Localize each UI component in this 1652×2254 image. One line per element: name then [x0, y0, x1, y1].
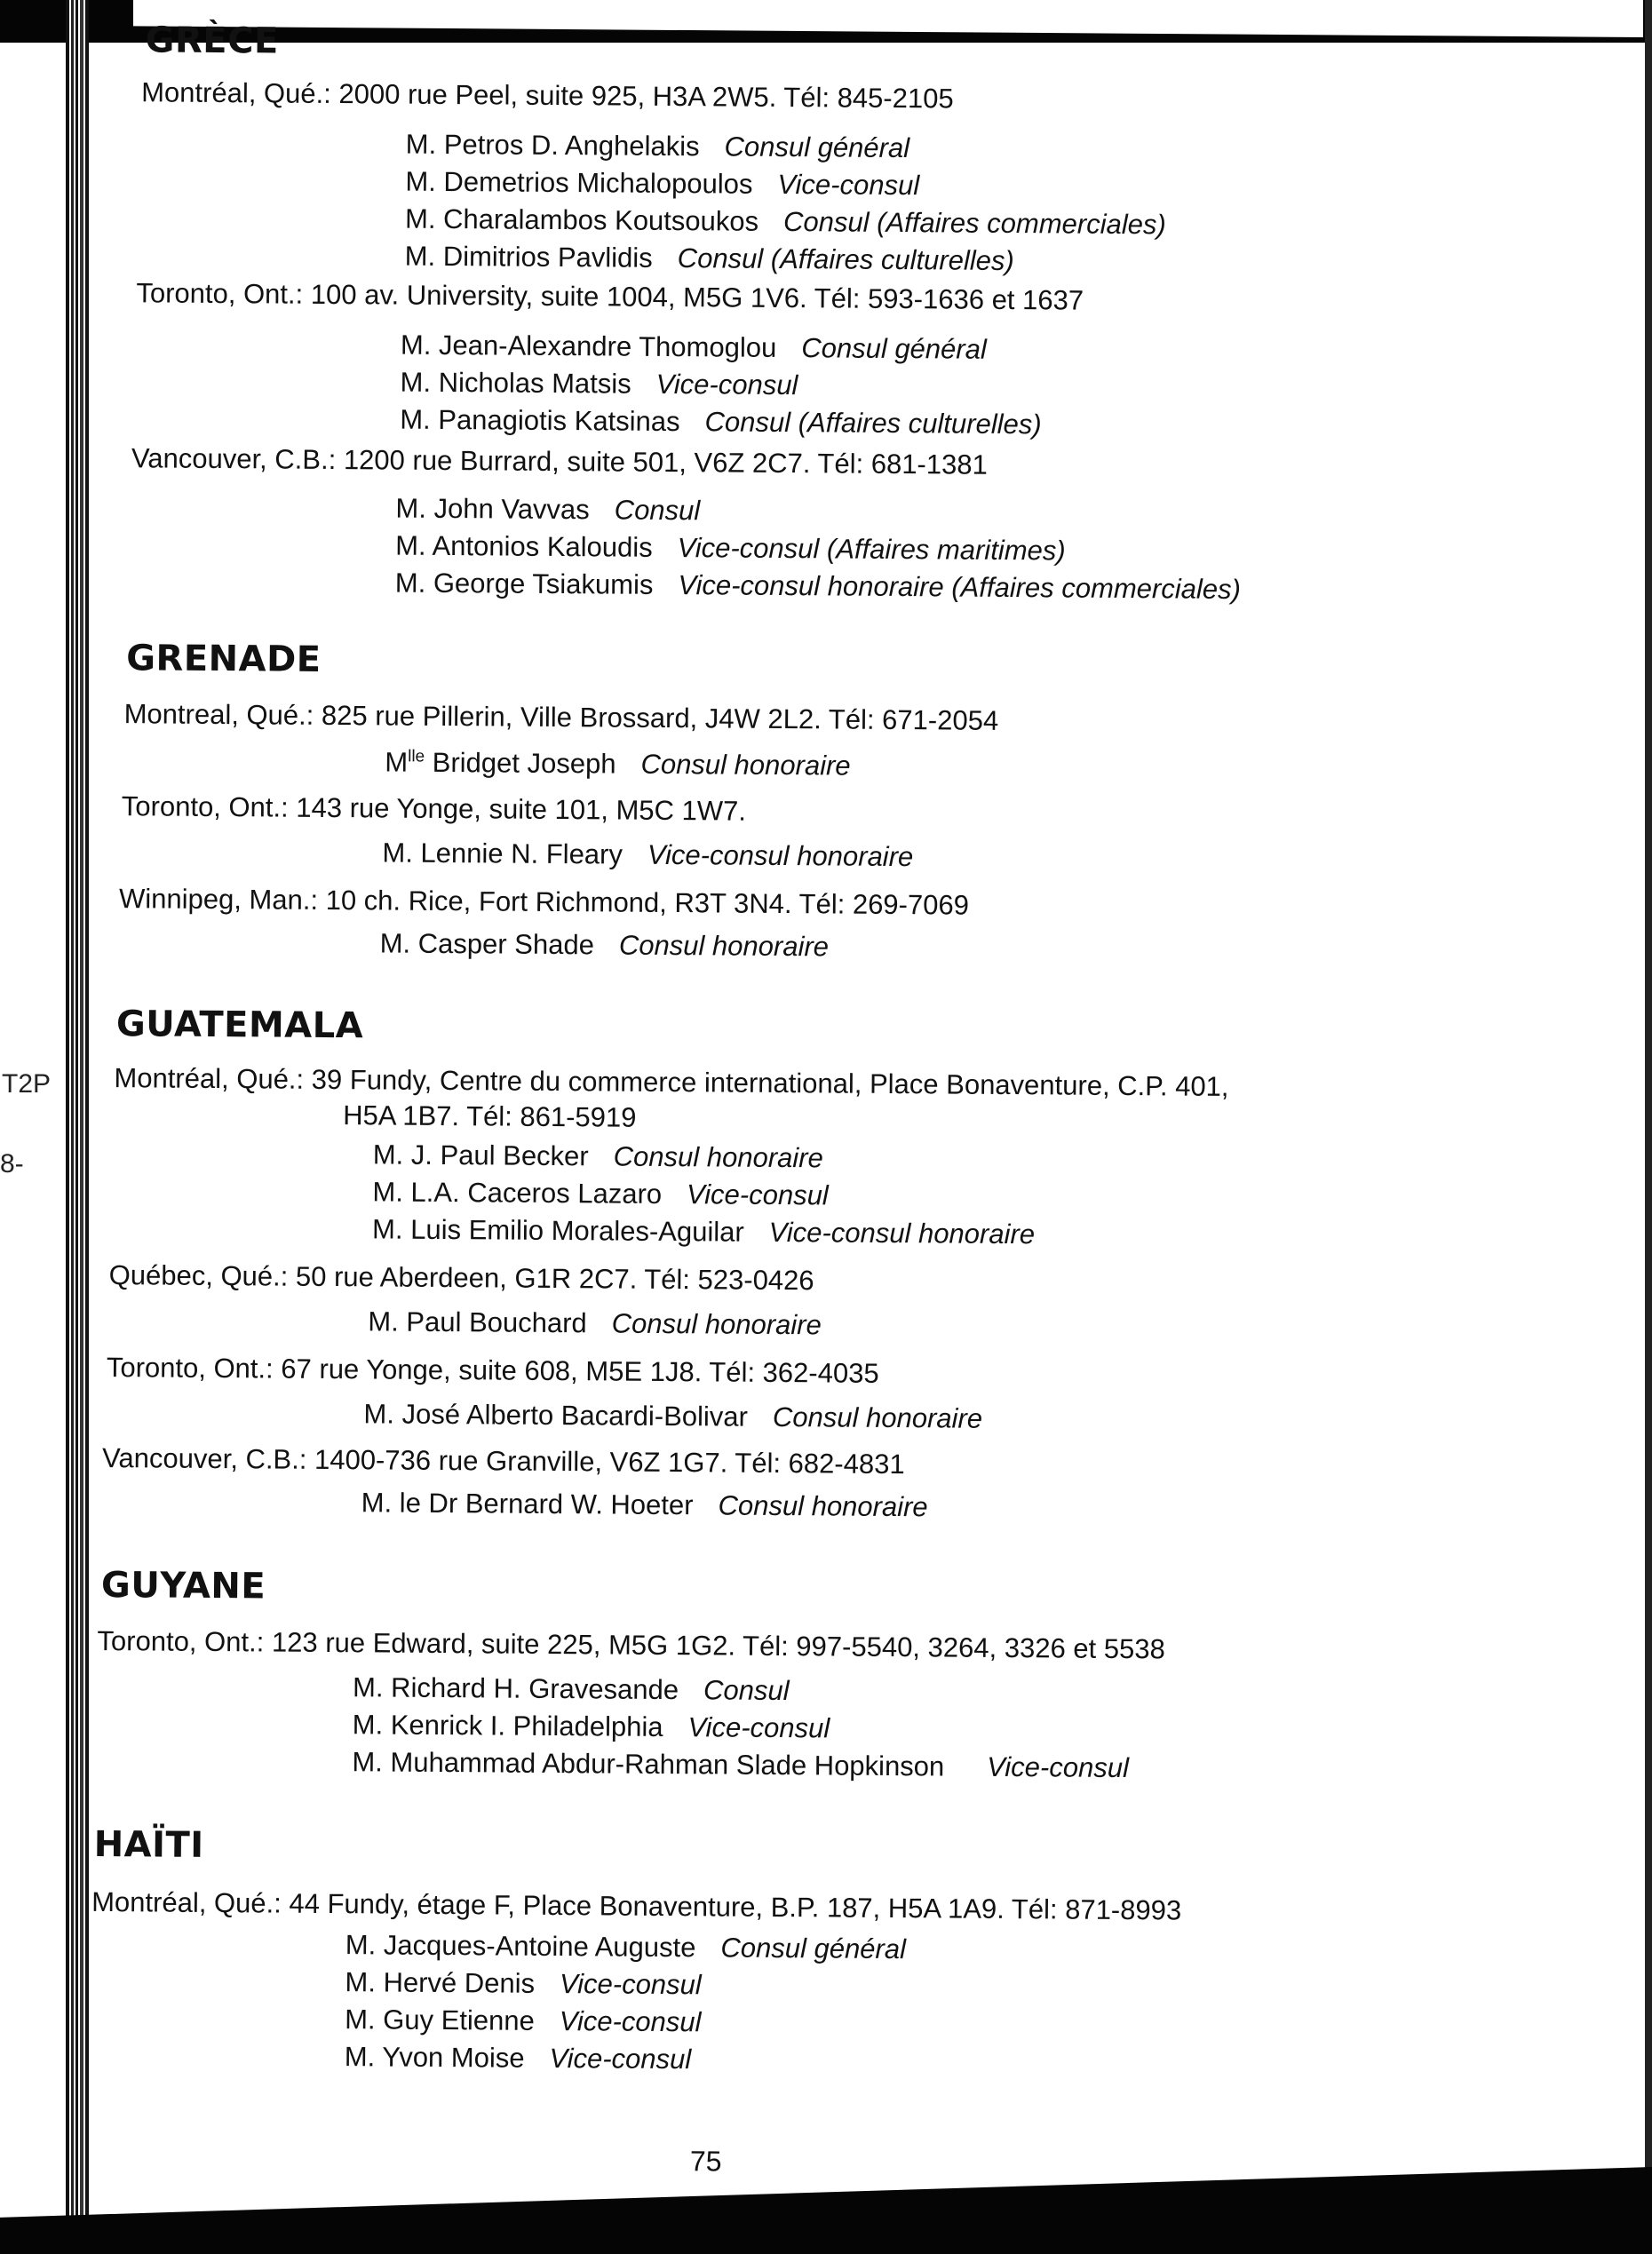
- person-title: Vice-consul honoraire: [647, 838, 914, 873]
- person-name: M. José Alberto Bacardi-Bolivar: [363, 1398, 749, 1433]
- person-name: M. Nicholas Matsis: [400, 366, 631, 400]
- person-entry: [395, 530, 1066, 567]
- person-name: M. Dimitrios Pavlidis: [404, 240, 653, 274]
- person-name: M. Guy Etienne: [345, 2004, 535, 2036]
- person-entry: [405, 166, 919, 202]
- office-address: [107, 1352, 879, 1390]
- person-name: M. Casper Shade: [379, 927, 595, 961]
- office-city: Montréal, Qué.:: [114, 1062, 305, 1095]
- person-entry: [382, 837, 913, 873]
- person-title: Consul honoraire: [718, 1489, 928, 1523]
- office-city: Vancouver, C.B.:: [101, 1442, 307, 1475]
- person-name: M. Yvon Moise: [344, 2041, 525, 2074]
- scan-bottom-border: [0, 2167, 1652, 2254]
- person-title: Vice-consul: [655, 368, 798, 401]
- person-name: M. Petros D. Anghelakis: [405, 128, 700, 163]
- person-entry: [405, 203, 1166, 242]
- office-city: Toronto, Ont.:: [136, 277, 304, 310]
- person-name: M. Jean-Alexandre Thomoglou: [400, 329, 777, 363]
- person-entry: [345, 1966, 702, 2001]
- person-name: M. le Dr Bernard W. Hoeter: [361, 1487, 694, 1521]
- person-name: M. Richard H. Gravesande: [352, 1671, 679, 1706]
- office-city: Toronto, Ont.:: [121, 790, 289, 823]
- office-city: Montréal, Qué.:: [141, 76, 331, 109]
- person-name: M. Muhammad Abdur-Rahman Slade Hopkinson: [352, 1746, 945, 1782]
- margin-fragment: T2P: [2, 1069, 52, 1099]
- office-details: 67 rue Yonge, suite 608, M5E 1J8. Tél: 362-4035: [281, 1353, 879, 1389]
- person-title: Consul honoraire: [618, 929, 830, 963]
- person-name: M. George Tsiakumis: [394, 567, 654, 600]
- office-address: [119, 883, 969, 922]
- country-heading: GRÈCE: [145, 20, 279, 62]
- person-title: Vice-consul honoraire: [768, 1216, 1036, 1250]
- office-city: Toronto, Ont.:: [97, 1624, 265, 1658]
- directory-page: [90, 0, 1616, 2179]
- office-details: 123 rue Edward, suite 225, M5G 1G2. Tél: 997-5540, 3264, 3326 et 5538: [271, 1626, 1165, 1665]
- office-details: 1400-736 rue Granville, V6Z 1G7. Tél: 682-4831: [314, 1443, 905, 1480]
- office-address: [124, 698, 999, 737]
- person-title: Vice-consul: [777, 168, 920, 202]
- office-address-continued: H5A 1B7. Tél: 861-5919: [343, 1099, 637, 1133]
- office-address: [141, 76, 954, 115]
- person-name: M. Jacques-Antoine Auguste: [345, 1929, 696, 1964]
- office-address: [102, 1442, 905, 1480]
- page-number: 75: [689, 2145, 722, 2178]
- office-details: 100 av. University, suite 1004, M5G 1V6. Tél: 593-1636 et 1637: [310, 278, 1084, 316]
- person-title: Vice-consul: [687, 1711, 830, 1744]
- person-entry: [353, 1709, 830, 1744]
- person-title: Consul honoraire: [611, 1307, 822, 1341]
- person-entry: [405, 241, 1014, 277]
- person-title: Vice-consul: [686, 1179, 829, 1211]
- office-address: [131, 442, 988, 481]
- person-title: Vice-consul: [987, 1750, 1130, 1784]
- person-name: M. Demetrios Michalopoulos: [405, 165, 753, 200]
- person-entry: [400, 404, 1042, 441]
- country-heading: GRENADE: [125, 638, 322, 680]
- person-entry: [372, 1176, 829, 1211]
- person-title: Consul (Affaires commerciales): [782, 205, 1166, 241]
- person-title: Vice-consul (Affaires maritimes): [677, 532, 1066, 567]
- office-address: [136, 277, 1084, 316]
- book-spine: [66, 0, 89, 2254]
- person-title: Consul (Affaires culturelles): [704, 406, 1042, 440]
- country-heading: GUATEMALA: [115, 1004, 364, 1047]
- office-address: [109, 1259, 814, 1297]
- person-name: M. J. Paul Becker: [372, 1139, 589, 1172]
- person-title: Consul général: [724, 131, 910, 164]
- office-address: [91, 1886, 1181, 1927]
- office-details: 10 ch. Rice, Fort Richmond, R3T 3N4. Tél: 269-7069: [325, 884, 970, 921]
- office-city: Toronto, Ont.:: [106, 1352, 274, 1385]
- office-details: 1200 rue Burrard, suite 501, V6Z 2C7. Tél: 681-1381: [343, 444, 988, 480]
- person-title: Consul: [614, 494, 701, 527]
- person-name: M. Luis Emilio Morales-Aguilar: [372, 1213, 744, 1248]
- margin-fragment: 8-: [0, 1149, 24, 1179]
- office-city: Vancouver, C.B.:: [131, 442, 337, 476]
- office-details: 44 Fundy, étage F, Place Bonaventure, B.P. 187, H5A 1A9. Tél: 871-8993: [289, 1887, 1182, 1926]
- office-details: 39 Fundy, Centre du commerce international, Place Bonaventure, C.P. 401,: [311, 1063, 1229, 1102]
- office-details: 825 rue Pillerin, Ville Brossard, J4W 2L2. Tél: 671-2054: [321, 699, 999, 736]
- person-entry: [400, 367, 798, 402]
- office-city: Québec, Qué.:: [108, 1259, 289, 1292]
- person-entry: [368, 1306, 822, 1341]
- person-name: M. Charalambos Koutsoukos: [404, 202, 759, 237]
- person-name: M. John Vavvas: [395, 492, 590, 526]
- person-entry: [345, 2041, 692, 2075]
- office-address: [114, 1062, 1228, 1103]
- person-title: Consul honoraire: [640, 748, 851, 782]
- office-city: Winnipeg, Man.:: [118, 883, 319, 916]
- person-name: M. Panagiotis Katsinas: [400, 403, 680, 438]
- person-name: M. Hervé Denis: [345, 1966, 536, 1999]
- person-entry: [395, 493, 700, 528]
- person-entry: [395, 567, 1241, 606]
- person-entry: [345, 1929, 906, 1965]
- person-title: Consul honoraire: [613, 1140, 823, 1174]
- person-entry: [363, 1398, 982, 1434]
- office-city: Montreal, Qué.:: [123, 698, 314, 731]
- person-title: Vice-consul: [559, 1968, 702, 2001]
- scan-right-edge: [1645, 0, 1652, 2254]
- person-entry: [401, 329, 987, 366]
- person-entry: [345, 2004, 702, 2038]
- person-title: Consul général: [720, 1932, 907, 1965]
- country-heading: GUYANE: [100, 1565, 266, 1607]
- person-title: Consul (Affaires culturelles): [677, 242, 1014, 277]
- person-entry: [380, 927, 830, 963]
- person-entry: [373, 1139, 823, 1174]
- person-title: Vice-consul honoraire (Affaires commerciales): [678, 569, 1242, 606]
- office-details: 2000 rue Peel, suite 925, H3A 2W5. Tél: 845-2105: [338, 78, 954, 115]
- office-details: 50 rue Aberdeen, G1R 2C7. Tél: 523-0426: [295, 1260, 814, 1297]
- person-title: Consul: [703, 1674, 790, 1707]
- person-entry: [361, 1487, 928, 1523]
- person-name: $M^{lle}$ Bridget Joseph: [385, 746, 616, 780]
- person-entry: [406, 129, 910, 164]
- person-entry: [385, 746, 851, 782]
- person-name: M. L.A. Caceros Lazaro: [372, 1176, 663, 1210]
- person-entry: [353, 1671, 790, 1707]
- person-name: M. Lennie N. Fleary: [382, 837, 623, 870]
- country-heading: HAÏTI: [93, 1823, 204, 1866]
- office-details: 143 rue Yonge, suite 101, M5C 1W7.: [296, 791, 747, 827]
- person-entry: [372, 1213, 1035, 1250]
- person-entry: [352, 1746, 1129, 1784]
- office-address: [97, 1625, 1165, 1665]
- person-title: Vice-consul: [559, 2005, 702, 2038]
- office-address: [122, 790, 746, 828]
- office-city: Montréal, Qué.:: [91, 1885, 282, 1919]
- person-title: Consul honoraire: [772, 1401, 983, 1434]
- person-name: M. Paul Bouchard: [368, 1306, 587, 1339]
- person-name: M. Kenrick I. Philadelphia: [352, 1709, 663, 1742]
- person-name: M. Antonios Kaloudis: [395, 529, 653, 563]
- person-title: Consul général: [801, 332, 987, 365]
- person-title: Vice-consul: [549, 2042, 692, 2075]
